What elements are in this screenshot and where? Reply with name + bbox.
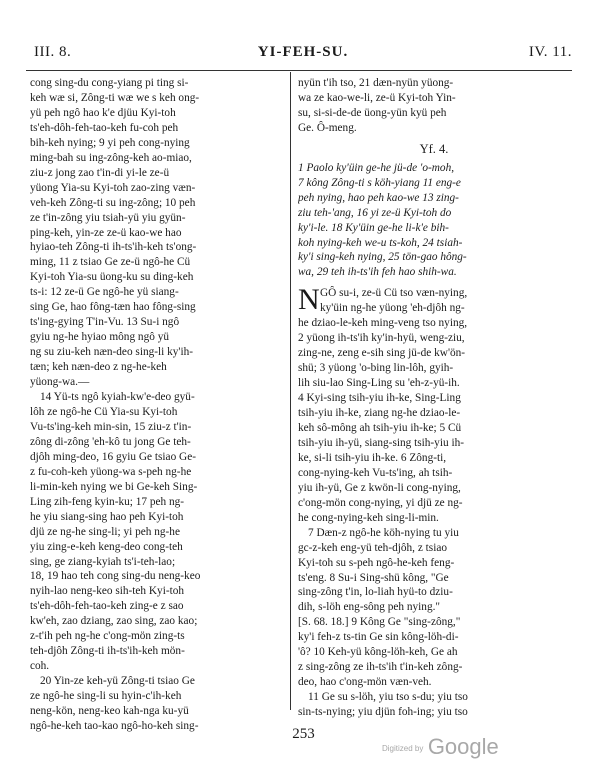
verse-line: gyiu ng-he hyiao mông ngô yü: [30, 331, 169, 344]
verse-line: keh wæ si, Zông-ti wæ we s keh ong-: [30, 91, 200, 104]
verse-line: he yiu siang-sing hao peh Kyi-toh: [30, 510, 184, 523]
header-title: YI-FEH-SU.: [257, 44, 349, 60]
verse-line: ts'eh-dôh-feh-tao-keh fu-coh peh: [30, 121, 179, 134]
verse-line: ziu-z jong zao t'in-di yi-le ze-ü: [30, 166, 170, 179]
verse-line: coh.: [30, 660, 50, 673]
verse-line: z-t'ih peh ng-he c'ong-mön zing-ts: [30, 630, 185, 643]
verse-line: Kyi-toh su s-peh ngô-he-keh feng-: [298, 556, 455, 569]
verse-line: zông di-zông 'eh-kô tu jong Ge teh-: [30, 435, 191, 448]
verse-line: 4 Kyi-sing tsih-yiu ih-ke, Sing-Ling: [298, 392, 461, 405]
verse-line: GÔ su-i, ze-ü Cü tso væn-nying,: [320, 287, 468, 300]
verse-line: hyiao-teh Zông-ti ih-ts'ih-keh ts'ong-: [30, 241, 197, 254]
verse-line: Ling zih-feng kyin-ku; 17 peh ng-: [30, 495, 185, 508]
verse-line: 11 Ge su s-löh, yiu tso s-du; yiu tso: [308, 691, 468, 704]
chapter-summary-line: 1 Paolo ky'üin ge-he jü-de 'o-moh,: [298, 161, 455, 174]
verse-line: c'ong-mön cong-nying, yi djü ze ng-: [298, 496, 463, 509]
running-header: [34, 44, 572, 64]
verse-line: wa ze kao-we-li, ze-ü Kyi-toh Yin-: [298, 91, 456, 104]
verse-line: 18, 19 hao teh cong sing-du neng-keo: [30, 570, 201, 583]
verse-line: he dziao-le-keh ming-veng tso nying,: [298, 317, 468, 330]
verse-line: sing Ge, hao fông-tæn hao fông-sing: [30, 301, 196, 314]
chapter-summary-line: koh nying-keh we-u ts-koh, 24 tsiah-: [298, 236, 463, 249]
chapter-summary-line: ky'i-le. 18 Ky'üin ge-he li-k'e bih-: [298, 221, 449, 234]
verse-line: keh sô-mông ah tsih-yiu ih-ke; 5 Cü: [298, 421, 462, 434]
verse-line: 'ô? 10 Keh-yü kông-löh-keh, Ge ah: [298, 646, 458, 659]
verse-line: ngô-he-keh tao-kao ngô-ho-keh sing-: [30, 719, 199, 732]
verse-line: cong-nying-keh Vu-ts'ing, ah tsih-: [298, 466, 453, 479]
verse-line: yiu zing-e-keh keng-deo cong-teh: [30, 540, 183, 553]
verse-line: gc-z-keh eng-yü teh-djôh, z tsiao: [298, 541, 447, 554]
verse-line: ts'ing-gying T'in-Vu. 13 Su-i ngô: [30, 316, 180, 329]
verse-line: lih siu-lao Sing-Ling su 'eh-z-yü-ih.: [298, 377, 460, 390]
column-divider: [290, 72, 291, 710]
verse-line: dih, s-löh eng-sông peh nying.": [298, 601, 441, 614]
verse-line: djü ze ng-he sing-li; yi peh ng-he: [30, 525, 180, 538]
chapter-heading: Yf. 4.: [419, 141, 449, 156]
verse-line: bih-keh nying; 9 yi peh cong-nying: [30, 136, 190, 149]
verse-line: su, si-si-de-de üong-yün kyü peh: [298, 106, 447, 119]
verse-line: teh-djôh Zông-ti ih-ts'ih-keh mön-: [30, 645, 185, 658]
verse-line: veh-keh Zông-ti su ing-zông; 10 peh: [30, 196, 196, 209]
header-rule: [26, 70, 572, 71]
verse-line: 20 Yin-ze keh-yü Zông-ti tsiao Ge: [40, 675, 195, 688]
chapter-summary-line: ky'i sing-keh nying, 25 tön-gao hông-: [298, 251, 467, 264]
right-column: [298, 76, 570, 720]
verse-line: sing-zông t'in, lo-liah hyü-to dziu-: [298, 586, 453, 599]
verse-line: ze ngô-he sing-li su hyin-c'ih-keh: [30, 690, 182, 703]
verse-line: 7 Dæn-z ngô-he köh-nying tu yiu: [308, 526, 459, 539]
verse-line: ming, 11 z tsiao Ge ze-ü ngô-he Cü: [30, 256, 191, 269]
google-watermark: [382, 734, 499, 760]
verse-line: ze t'in-zông yiu tsiah-yü yiu gyün-: [30, 211, 186, 224]
verse-line: ky'i feh-z ts-tin Ge sin kông-löh-di-: [298, 631, 459, 644]
verse-line: li-min-keh nying we bi Ge-keh Sing-: [30, 480, 198, 493]
verse-line: yü peh ngô hao k'e djüu Kyi-toh: [30, 106, 176, 119]
chapter-summary-line: peh nying, hao peh kao-we 13 zing-: [298, 191, 459, 204]
verse-line: he cong-nying-keh sing-li-min.: [298, 511, 439, 524]
verse-line: ping-keh, yin-ze ze-ü kao-we hao: [30, 226, 182, 239]
verse-line: nyün t'ih tso, 21 dæn-nyün yüong-: [298, 77, 454, 89]
verse-line: djôh ming-deo, 16 gyiu Ge tsiao Ge-: [30, 450, 196, 463]
left-column: [30, 76, 284, 734]
verse-line: cong sing-du cong-yiang pi ting si-: [30, 77, 189, 89]
verse-line: [S. 68. 18.] 9 Kông Ge "sing-zông,": [298, 616, 461, 629]
verse-line: ng su ziu-keh næn-deo sing-li ky'ih-: [30, 346, 193, 359]
verse-line: sing, ge ziang-kyiah ts'i-teh-lao;: [30, 555, 176, 568]
header-chapter-right: IV. 11.: [528, 44, 572, 60]
verse-line: Ge. Ô-meng.: [298, 121, 357, 134]
verse-line: 14 Yü-ts ngô kyiah-kw'e-deo gyü-: [40, 391, 195, 404]
verse-line: ming-bah su ing-zông-keh ao-miao,: [30, 151, 192, 164]
verse-line: yüong Yia-su Kyi-toh zao-zing væn-: [30, 181, 196, 194]
watermark-prefix: Digitized by: [382, 744, 424, 753]
verse-line: deo, hao c'ong-mön væn-veh.: [298, 676, 432, 689]
drop-cap: N: [298, 283, 320, 317]
verse-line: z fu-coh-keh yüong-wa s-peh ng-he: [30, 465, 192, 478]
verse-line: z sing-zông ze ih-ts'ih t'in-keh zông-: [298, 661, 463, 674]
verse-line: neng-kön, neng-keo kah-nga ku-yü: [30, 705, 189, 718]
chapter-summary-line: wa, 29 teh ih-ts'ih feh hao shih-wa.: [298, 266, 457, 279]
verse-line: yüong-wa.—: [30, 376, 90, 389]
verse-line: tsih-yiu ih-yü, siang-sing tsih-yiu ih-: [298, 436, 464, 449]
verse-line: ky'üin ng-he yüong 'eh-djôh ng-: [320, 302, 465, 315]
verse-line: Vu-ts'ing-keh min-sin, 15 ziu-z t'in-: [30, 420, 192, 433]
verse-line: Kyi-toh Yia-su üong-ku su ding-keh: [30, 271, 194, 284]
verse-line: lôh ze ngô-he Cü Yia-su Kyi-toh: [30, 405, 178, 418]
verse-line: ts-i: 12 ze-ü Ge ngô-he yü siang-: [30, 286, 179, 299]
chapter-summary-line: 7 kông Zông-ti s köh-yiang 11 eng-e: [298, 176, 461, 189]
verse-line: sin-ts-nying; yiu djün foh-ing; yiu tso: [298, 706, 468, 719]
verse-line: tsih-yiu ih-ke, ziang ng-he dziao-le-: [298, 407, 461, 420]
watermark-brand: Google: [427, 734, 499, 759]
verse-line: zing-ne, zeng e-sih sing jü-de kw'ön-: [298, 347, 466, 360]
verse-line: kw'eh, zao dziang, zao sing, zao kao;: [30, 615, 198, 628]
verse-line: tæn; keh næn-deo z ng-he-keh: [30, 361, 167, 374]
verse-line: ke, si-li tsih-yiu ih-ke. 6 Zông-ti,: [298, 451, 447, 464]
verse-line: ts'eng. 8 Su-i Sing-shü kông, "Ge: [298, 571, 449, 584]
verse-line: yiu ih-yü, Ge z kwön-li cong-nying,: [298, 481, 461, 494]
verse-line: shü; 3 yüong 'o-bing lin-lôh, gyih-: [298, 362, 454, 375]
opening-paragraph: [298, 283, 570, 317]
verse-line: nyih-lao neng-keo sih-teh Kyi-toh: [30, 585, 185, 598]
header-chapter-left: III. 8.: [34, 44, 72, 60]
page-number: 253: [292, 726, 315, 742]
verse-line: 2 yüong ih-ts'ih ky'in-hyü, weng-ziu,: [298, 332, 465, 345]
chapter-summary-line: ziu teh-'ang, 16 yi ze-ü Kyi-toh do: [298, 206, 452, 219]
verse-line: ts'eh-dôh-feh-tao-keh zing-e z sao: [30, 600, 184, 613]
